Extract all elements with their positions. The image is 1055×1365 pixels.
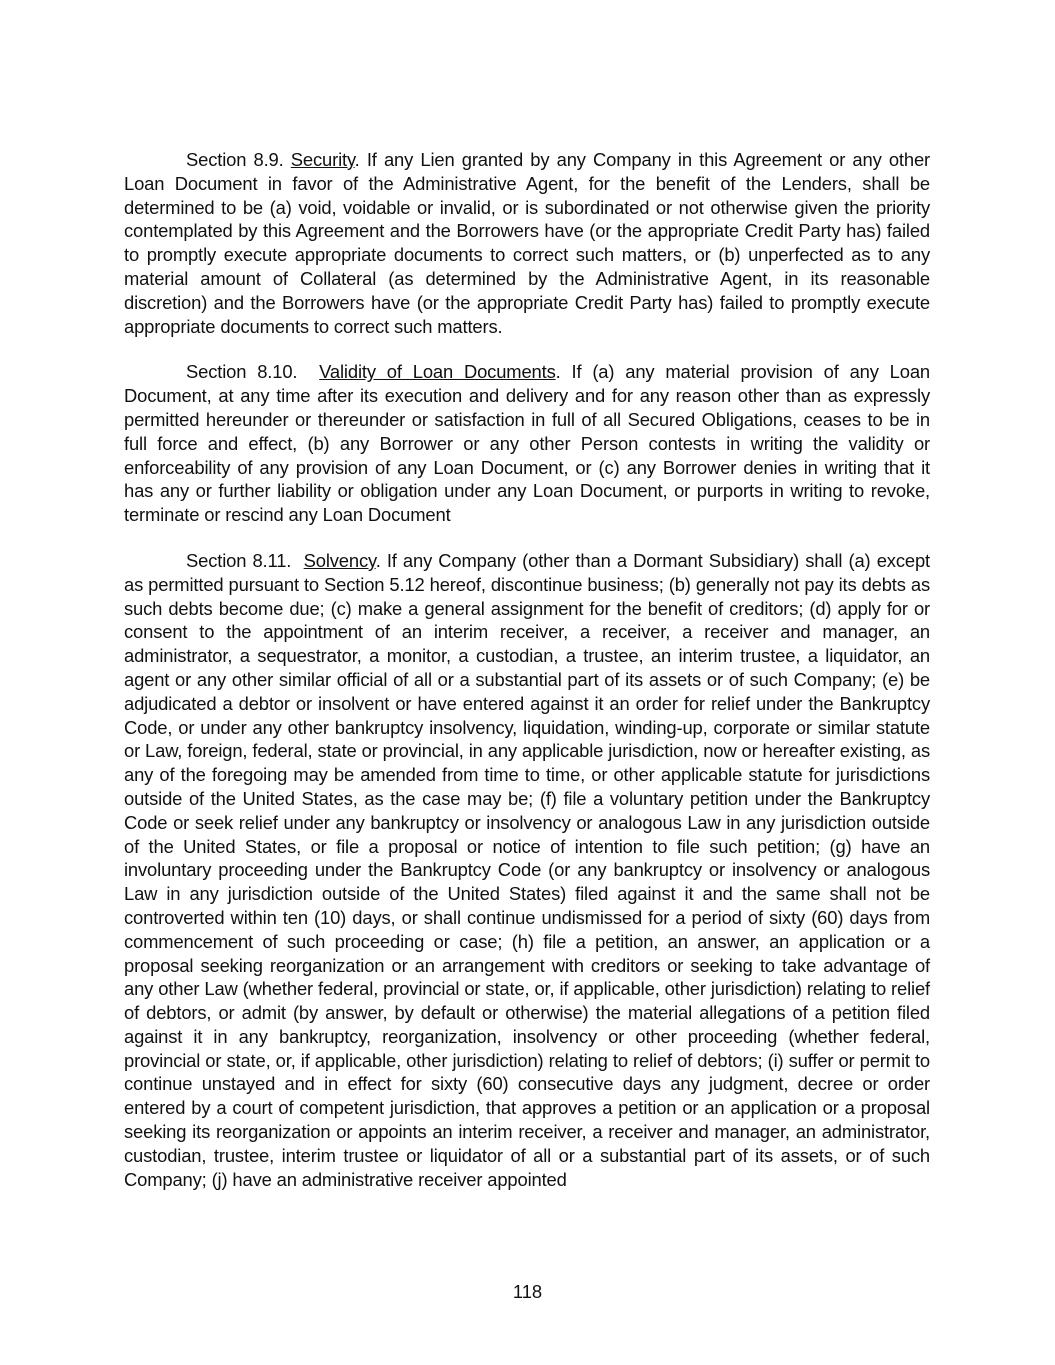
section-gap	[291, 550, 303, 571]
section-body-text: . If any Lien granted by any Company in this Agreement or any other Loan Document in favor of the Administrative Agent, for the benefit of the Lenders, shall be determined to be (a) void, voidable or invalid, or is subordinated or not otherwise given the priority contemplated by this Agreement and the Borrowers have (or the appropriate Credit Party has) failed to promptly execute appropriate documents to correct such matters, or (b) unperfected as to any material amount of Collateral (as determined by the Administrative Agent, in its reasonable discretion) and the Borrowers have (or the appropriate Credit Party has) failed to promptly execute appropriate documents to correct such matters.	[124, 149, 930, 337]
section-number: Section 8.11.	[186, 549, 292, 571]
section-heading: Validity of Loan Documents	[319, 361, 556, 383]
section-number: Section 8.10.	[186, 361, 298, 383]
page-number: 118	[512, 1281, 543, 1302]
section-body-text: . If (a) any material provision of any Loan Document, at any time after its execution and delivery and for any reason other than as expressly permitted hereunder or thereunder or satisfaction in full of all Secured Obligations, ceases to be in full force and effect, (b) any Borrower or any other Person contests in writing the validity or enforceability of any provision of any Loan Document, or (c) any Borrower denies in writing that it has any or further liability or obligation under any Loan Document, or purports in writing to revoke, terminate or rescind any Loan Document	[124, 361, 930, 526]
document-body	[124, 148, 930, 1213]
section-8-11	[124, 549, 930, 1192]
section-gap	[284, 149, 291, 170]
section-number: Section 8.9.	[186, 149, 284, 170]
section-body-text: . If any Company (other than a Dormant Subsidiary) shall (a) except as permitted pursuant to Section 5.12 hereof, discontinue business; (b) generally not pay its debts as such debts become due; (c) make a general assignment for the benefit of creditors; (d) apply for or consent to the appointment of an interim receiver, a receiver, a receiver and manager, an administrator, a sequestrator, a monitor, a custodian, a trustee, an interim trustee, a liquidator, an agent or any other similar official of all or a substantial part of its assets or of such Company; (e) be adjudicated a debtor or insolvent or have entered against it an order for relief under the Bankruptcy Code, or under any other bankruptcy insolvency, liquidation, winding-up, corporate or similar statute or Law, foreign, federal, state or provincial, in any applicable jurisdiction, now or hereafter existing, as any of the foregoing may be amended from time to time, or other applicable statute for jurisdictions outside of the United States, as the case may be; (f) file a voluntary petition under the Bankruptcy Code or seek relief under any bankruptcy or insolvency or analogous Law in any jurisdiction outside of the United States, or file a proposal or notice of intention to file such petition; (g) have an involuntary proceeding under the Bankruptcy Code (or any bankruptcy or insolvency or analogous Law in any jurisdiction outside of the United States) filed against it and the same shall not be controverted within ten (10) days, or shall continue undismissed for a period of sixty (60) days from commencement of such proceeding or case; (h) file a petition, an answer, an application or a proposal seeking reorganization or an arrangement with creditors or seeking to take advantage of any other Law (whether federal, provincial or state, or, if applicable, other jurisdiction) relating to relief of debtors, or admit (by answer, by default or otherwise) the material allegations of a petition filed against it in any bankruptcy, reorganization, insolvency or other proceeding (whether federal, provincial or state, or, if applicable, other jurisdiction) relating to relief of debtors; (i) suffer or permit to continue unstayed and in effect for sixty (60) consecutive days any judgment, decree or order entered by a court of competent jurisdiction, that approves a petition or an application or a proposal seeking its reorganization or appoints an interim receiver, a receiver and manager, an administrator, custodian, trustee, interim trustee or liquidator of all or a substantial part of its assets, or of such Company; (j) have an administrative receiver appointed	[124, 549, 930, 1190]
section-gap	[297, 361, 319, 382]
section-heading: Solvency	[303, 549, 376, 571]
section-heading: Security	[290, 149, 355, 170]
section-8-10	[124, 360, 930, 527]
section-8-9	[124, 148, 930, 338]
